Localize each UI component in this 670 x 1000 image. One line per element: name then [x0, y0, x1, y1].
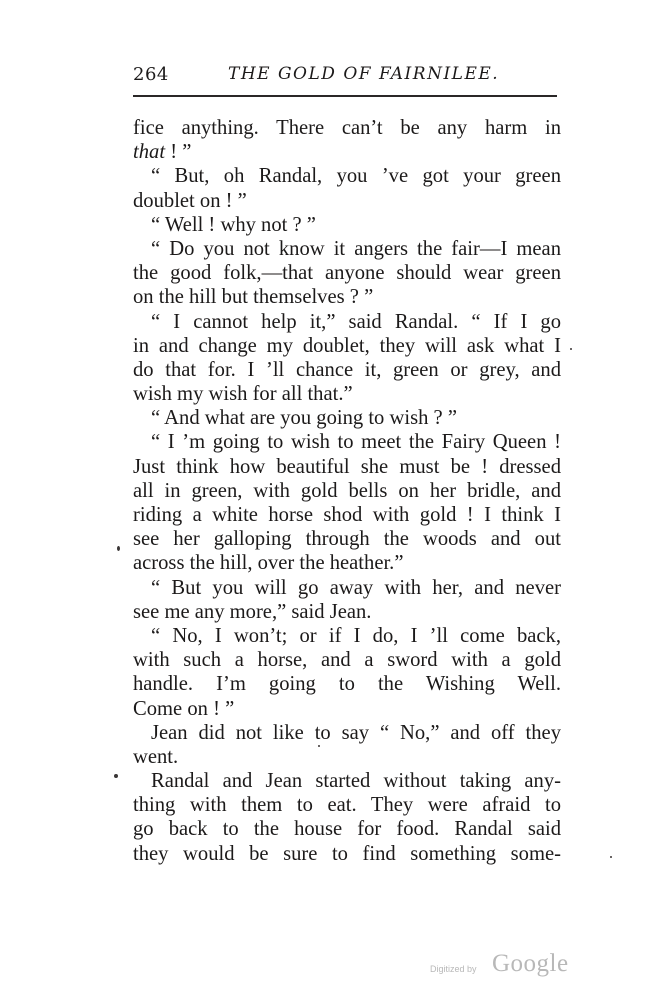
- page-number: 264: [133, 64, 169, 85]
- body-text: [133, 116, 561, 866]
- text-line: “ But, oh Randal, you ’ve got your green: [151, 165, 561, 188]
- text-line: riding a white horse shod with gold ! I think I: [133, 504, 561, 526]
- digitized-watermark: [430, 950, 590, 984]
- text-line: with such a horse, and a sword with a gold: [133, 649, 561, 672]
- text-line: the good folk,—that anyone should wear green: [133, 262, 561, 285]
- scan-speck: [610, 856, 612, 858]
- text-line: “ No, I won’t; or if I do, I ’ll come back,: [151, 624, 561, 647]
- text-line: in and change my doublet, they will ask what I: [133, 334, 561, 357]
- google-logo: Google: [492, 950, 569, 977]
- text-line: [133, 140, 561, 164]
- scan-speck: [117, 546, 120, 551]
- text-line: Jean did not like to say “ No,” and off they: [151, 721, 561, 744]
- scan-speck: [318, 745, 320, 747]
- text-line: Just think how beautiful she must be ! dressed: [133, 455, 561, 478]
- text-line: do that for. I ’ll chance it, green or grey, and: [133, 358, 561, 381]
- text-line: on the hill but themselves ? ”: [133, 286, 374, 309]
- text-line: “ Do you not know it angers the fair—I mean: [151, 237, 561, 260]
- text-line: wish my wish for all that.”: [133, 383, 353, 406]
- text-line: handle. I’m going to the Wishing Well.: [133, 673, 561, 696]
- header-rule: [133, 95, 557, 97]
- text-line: thing with them to eat. They were afraid to: [133, 794, 561, 817]
- text-line: go back to the house for food. Randal said: [133, 818, 561, 841]
- text-line: across the hill, over the heather.”: [133, 552, 404, 575]
- scan-speck: [570, 348, 572, 350]
- text-line: “ I ’m going to wish to meet the Fairy Queen !: [151, 431, 561, 454]
- text-line: “ Well ! why not ? ”: [151, 213, 316, 236]
- text-line: went.: [133, 745, 179, 768]
- text-line: doublet on ! ”: [133, 189, 247, 212]
- digitized-label: Digitized by: [430, 964, 477, 974]
- text-line: “ And what are you going to wish ? ”: [151, 407, 457, 430]
- italic-word: that: [133, 141, 166, 164]
- text-line: Come on ! ”: [133, 697, 235, 720]
- text-fragment: ! ”: [165, 141, 192, 164]
- page-header: [133, 64, 557, 92]
- text-line: fice anything. There can’t be any harm in: [133, 117, 561, 139]
- text-line: “ But you will go away with her, and never: [151, 576, 561, 599]
- text-line: see her galloping through the woods and out: [133, 528, 561, 551]
- text-line: “ I cannot help it,” said Randal. “ If I go: [151, 310, 561, 333]
- text-line: see me any more,” said Jean.: [133, 600, 372, 623]
- text-line: they would be sure to find something some-: [133, 842, 561, 865]
- text-line: Randal and Jean started without taking any-: [151, 770, 561, 793]
- text-line: all in green, with gold bells on her bridle, and: [133, 479, 561, 502]
- scan-speck: [114, 774, 118, 778]
- running-head-title: THE GOLD OF FAIRNILEE.: [228, 64, 500, 84]
